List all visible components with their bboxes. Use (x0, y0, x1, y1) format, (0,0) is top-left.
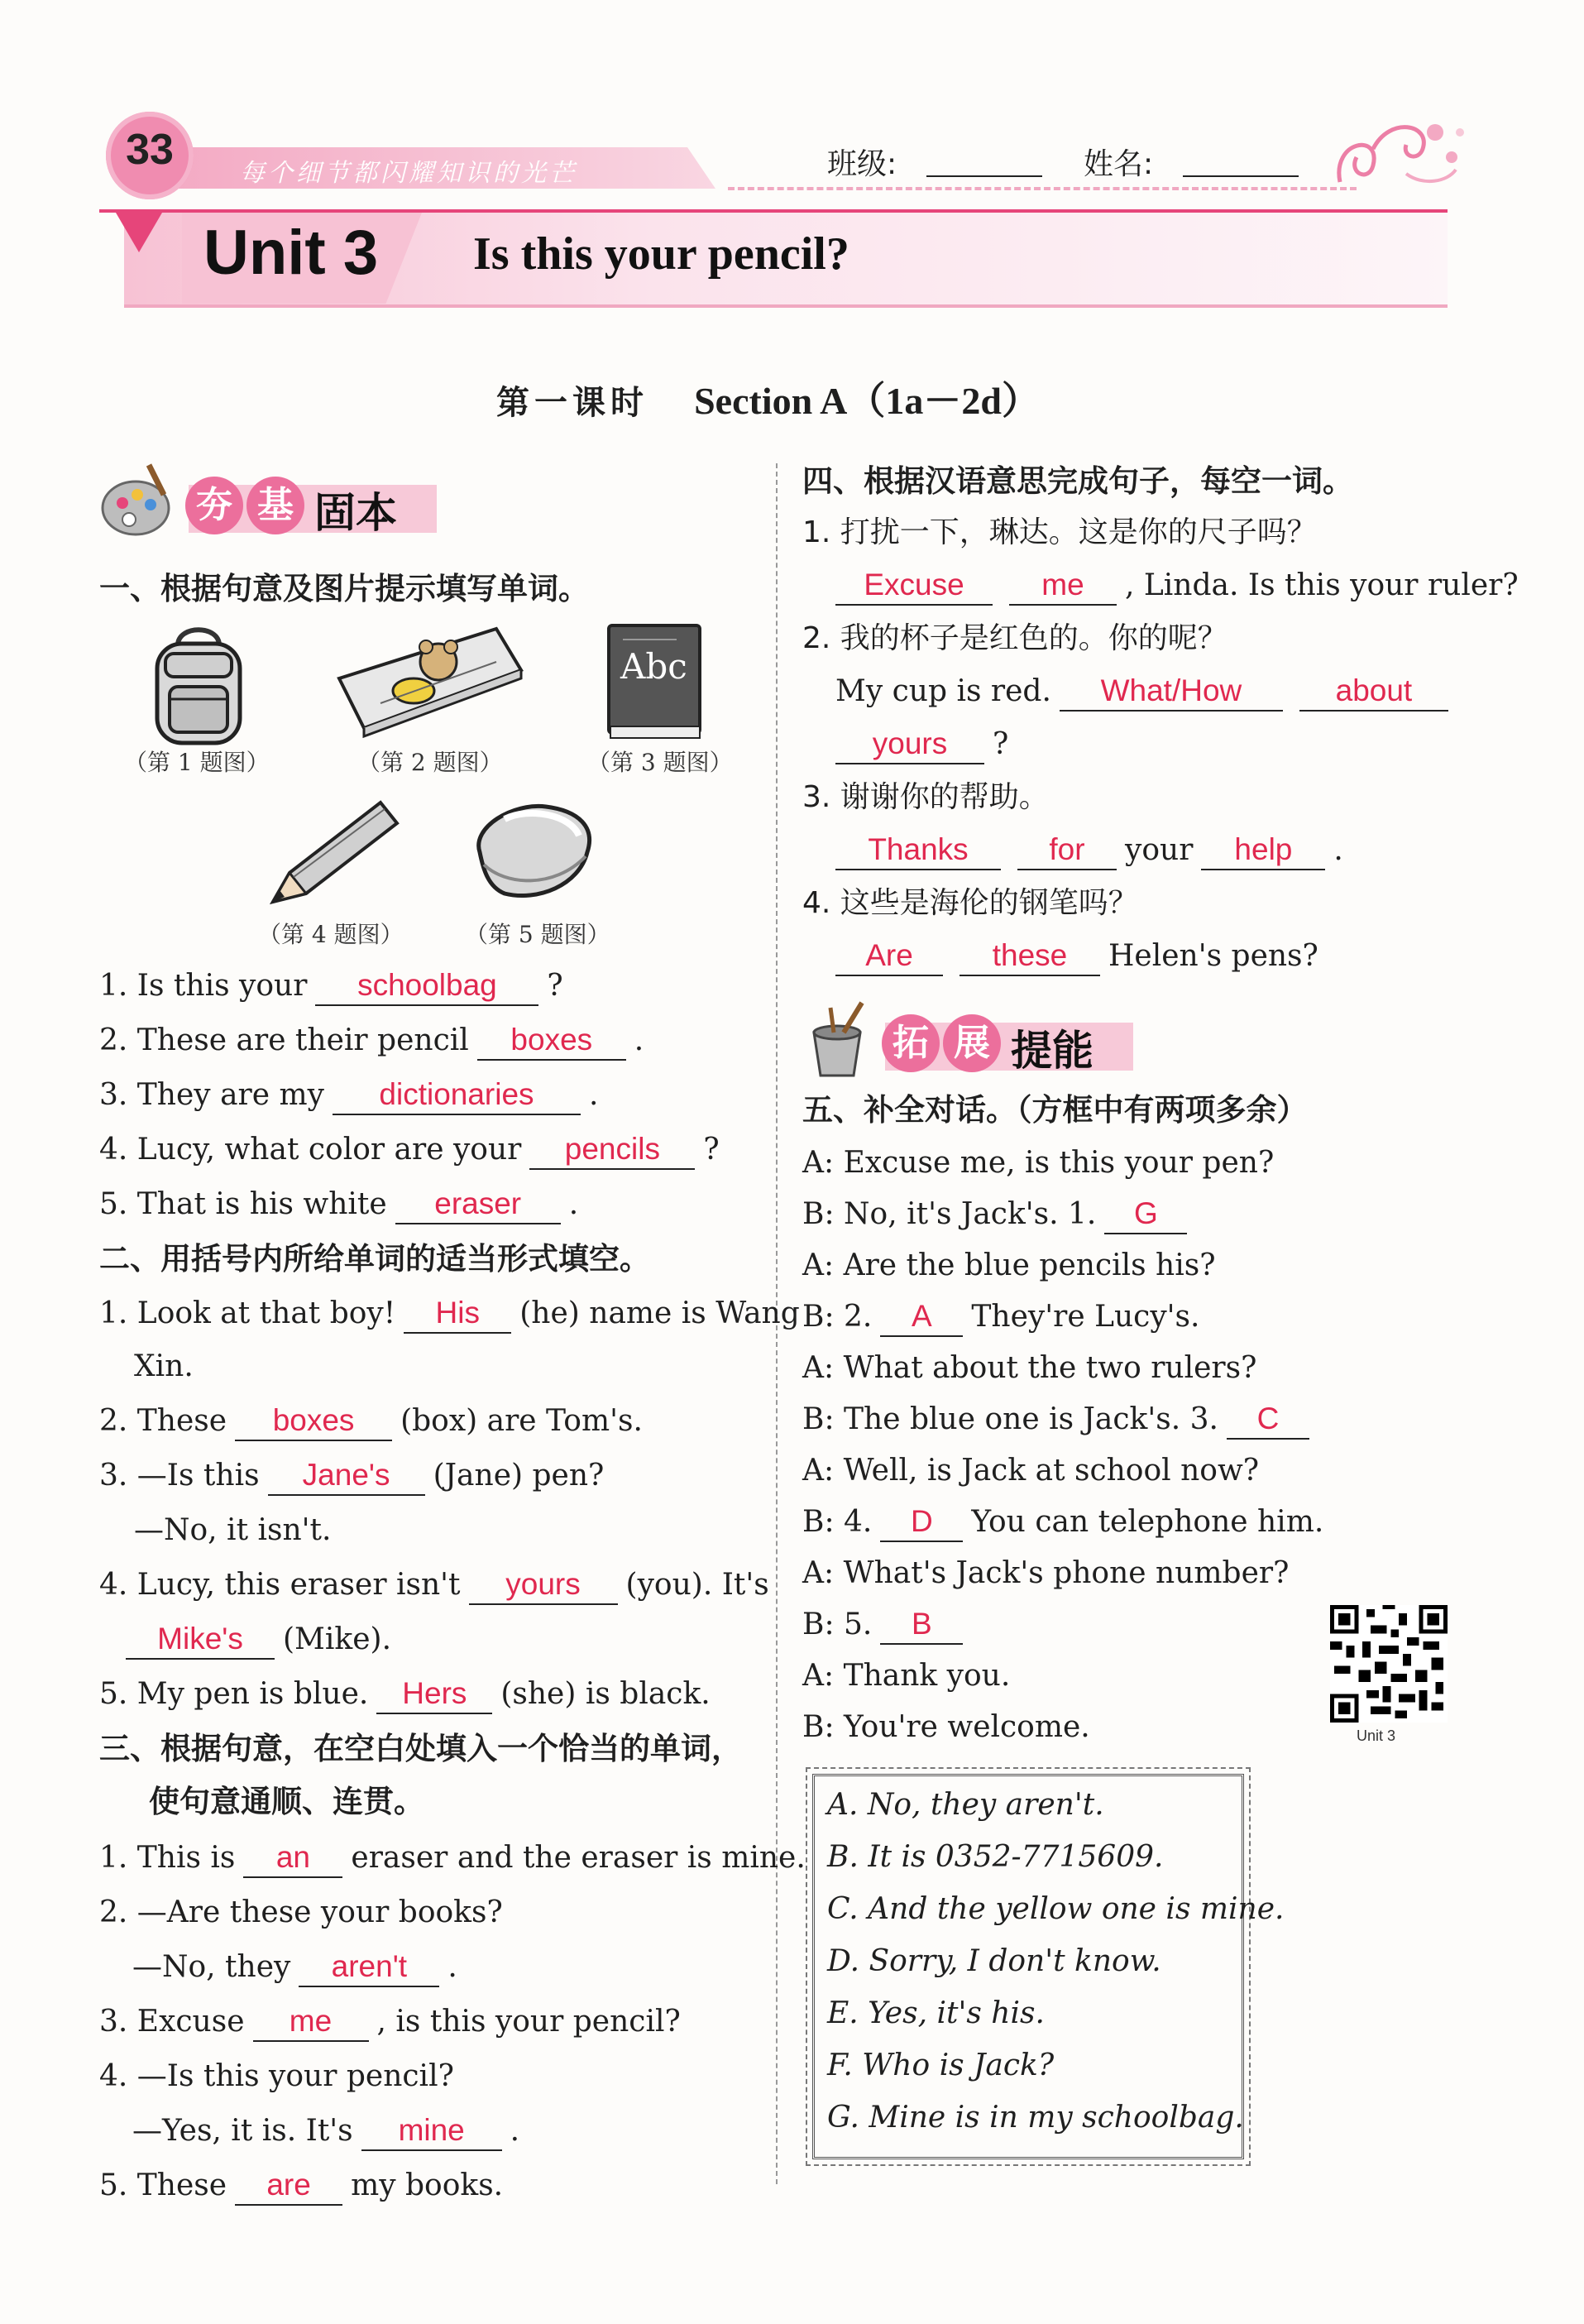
header (0, 0, 1584, 314)
answer-blank[interactable]: for (1017, 831, 1117, 870)
q2-item-3: 3. —Is this Jane's (Jane) pen? (99, 1450, 604, 1502)
q4-item-4: Are these Helen's pens? (827, 930, 1318, 983)
answer-blank[interactable]: pencils (529, 1131, 695, 1170)
q5-line-11: A: Thank you. (802, 1659, 1011, 1693)
q1-item-3: 3. They are my dictionaries . (99, 1069, 598, 1122)
answer-blank[interactable]: Mike's (126, 1621, 275, 1660)
q1-item-1: 1. Is this your schoolbag ? (99, 960, 563, 1013)
answer-blank[interactable]: yours (469, 1566, 618, 1605)
name-label: 姓名: (1084, 147, 1154, 181)
q5-line-5: A: What about the two rulers? (802, 1351, 1257, 1385)
q1-instruction: 一、根据句意及图片提示填写单词。 (99, 571, 589, 606)
answer-blank[interactable]: help (1201, 831, 1325, 870)
class-label: 班级: (827, 147, 897, 181)
q2-item-1-cont: Xin. (134, 1349, 194, 1383)
q3-item-3: 3. Excuse me , is this your pencil? (99, 1996, 681, 2048)
q1-item-2: 2. These are their pencil boxes . (99, 1014, 644, 1067)
q4-item-2-cn: 2. 我的杯子是红色的。你的呢？ (802, 621, 1227, 655)
answer-blank[interactable]: me (1009, 567, 1117, 606)
q2-item-5: 5. My pen is blue. Hers (she) is black. (99, 1668, 711, 1721)
answer-blank[interactable]: G (1104, 1196, 1187, 1234)
q3-item-2-cont: —No, they aren't . (132, 1941, 457, 1994)
option-b: B. It is 0352-7715609. (827, 1840, 1164, 1874)
q5-line-6: B: The blue one is Jack's. 3. C (802, 1393, 1318, 1446)
answer-blank[interactable]: Hers (376, 1675, 492, 1714)
book-text: Abc (620, 646, 687, 687)
page-number-badge (106, 112, 194, 199)
answer-blank[interactable]: boxes (235, 1402, 392, 1441)
q5-line-10: B: 5. B (802, 1598, 971, 1651)
q1-caption-5: （第 5 题图） (465, 921, 610, 948)
answer-blank[interactable]: boxes (477, 1022, 626, 1061)
q5-line-3: A: Are the blue pencils his? (802, 1248, 1216, 1282)
q5-line-9: A: What's Jack's phone number? (802, 1556, 1290, 1590)
answer-blank[interactable]: Jane's (268, 1457, 425, 1496)
qr-code[interactable] (1330, 1605, 1448, 1723)
q2-item-4: 4. Lucy, this eraser isn't yours (you). It's (99, 1559, 769, 1612)
answer-blank[interactable]: me (253, 2003, 369, 2042)
q5-instruction: 五、补全对话。（方框中有两项多余） (802, 1092, 1308, 1128)
q3-item-1: 1. This is an eraser and the eraser is mine. (99, 1832, 806, 1885)
q3-item-2: 2. —Are these your books? (99, 1895, 503, 1929)
q5-line-1: A: Excuse me, is this your pen? (802, 1146, 1275, 1180)
q4-item-1: Excuse me , Linda. Is this your ruler? (827, 559, 1519, 612)
q4-item-2-cont: yours ? (827, 718, 1008, 771)
answer-blank[interactable]: an (243, 1839, 342, 1878)
q4-instruction: 四、根据汉语意思完成句子，每空一词。 (802, 463, 1353, 499)
option-f: F. Who is Jack? (827, 2048, 1055, 2082)
q2-instruction: 二、用括号内所给单词的适当形式填空。 (99, 1241, 650, 1277)
q4-item-1-cn: 1. 打扰一下，琳达。这是你的尺子吗？ (802, 515, 1317, 549)
q2-item-2: 2. These boxes (box) are Tom's. (99, 1395, 643, 1448)
q2-item-1: 1. Look at that boy! His (he) name is Wang (99, 1287, 800, 1340)
option-e: E. Yes, it's his. (827, 1996, 1045, 2030)
paint-bucket-icon (802, 999, 873, 1079)
q4-item-2: My cup is red. What/How about (835, 665, 1457, 718)
answer-blank[interactable]: His (404, 1295, 511, 1334)
q2-item-4-cont: Mike's (Mike). (126, 1613, 391, 1666)
q4-item-3-cn: 3. 谢谢你的帮助。 (802, 780, 1049, 814)
q5-line-12: B: You're welcome. (802, 1710, 1090, 1744)
q2-item-3-cont: —No, it isn't. (134, 1513, 332, 1547)
q5-line-2: B: No, it's Jack's. 1. G (802, 1188, 1195, 1241)
lesson-label: 第一课时 (496, 384, 648, 422)
answer-blank[interactable]: D (880, 1503, 963, 1542)
answer-blank[interactable]: about (1299, 673, 1448, 712)
q1-caption-2: （第 2 题图） (357, 749, 503, 776)
q1-caption-4: （第 4 题图） (258, 921, 404, 948)
answer-blank[interactable]: What/How (1060, 673, 1283, 712)
q1-item-5: 5. That is his white eraser . (99, 1178, 578, 1231)
answer-blank[interactable]: Are (835, 937, 943, 976)
schoolbag-icon (132, 621, 265, 753)
q3-instruction-2: 使句意通顺、连贯。 (149, 1784, 424, 1819)
answer-blank[interactable]: yours (835, 726, 984, 764)
option-d: D. Sorry, I don't know. (827, 1944, 1161, 1978)
q3-item-4: 4. —Is this your pencil? (99, 2059, 454, 2093)
answer-blank[interactable]: C (1227, 1401, 1309, 1440)
part-extend-badge1: 拓 (882, 1014, 940, 1072)
qr-code-icon (1330, 1605, 1448, 1723)
unit-title: Is this your pencil? (473, 228, 849, 280)
answer-blank[interactable]: dictionaries (333, 1076, 581, 1115)
q5-line-4: B: 2. A They're Lucy's. (802, 1291, 1199, 1344)
flourish-icon (1323, 108, 1472, 199)
q1-caption-1: （第 1 题图） (124, 749, 270, 776)
answer-blank[interactable]: Thanks (835, 831, 1001, 870)
q1-caption-3: （第 3 题图） (587, 749, 733, 776)
q5-line-7: A: Well, is Jack at school now? (802, 1454, 1260, 1488)
eraser-icon (463, 794, 604, 910)
page-number: 33 (126, 126, 174, 174)
part-basic-title: 固本 (314, 489, 397, 537)
part-extend-header (802, 993, 1150, 1084)
dictionary-icon (602, 619, 710, 743)
q3-item-5: 5. These are my books. (99, 2159, 503, 2212)
answer-blank[interactable]: eraser (395, 1186, 561, 1224)
palette-icon (98, 462, 177, 541)
lesson-heading (496, 371, 1040, 425)
answer-blank[interactable]: Excuse (835, 567, 993, 606)
q4-item-4-cn: 4. 这些是海伦的钢笔吗？ (802, 886, 1138, 920)
unit-triangle (116, 213, 162, 252)
q5-line-8: B: 4. D You can telephone him. (802, 1496, 1323, 1549)
unit-band-topline (99, 209, 1448, 213)
unit-label: Unit 3 (203, 218, 379, 288)
part-basic-badge2: 基 (246, 477, 304, 534)
q1-item-4: 4. Lucy, what color are your pencils ? (99, 1124, 720, 1176)
answer-blank[interactable]: B (880, 1606, 963, 1645)
part-basic-badge1: 夯 (185, 477, 243, 534)
option-a: A. No, they aren't. (827, 1788, 1104, 1822)
q4-item-3: Thanks for your help . (827, 824, 1343, 877)
header-dashed-line (728, 187, 1357, 190)
answer-blank[interactable]: schoolbag (315, 967, 538, 1006)
option-g: G. Mine is in my schoolbag. (827, 2101, 1244, 2135)
class-field[interactable] (926, 175, 1042, 177)
q3-instruction-1: 三、根据句意，在空白处填入一个恰当的单词， (99, 1731, 742, 1766)
answer-blank[interactable]: these (959, 937, 1100, 976)
q3-item-4-cont: —Yes, it is. It's mine . (132, 2105, 519, 2158)
answer-blank[interactable]: aren't (299, 1948, 439, 1987)
answer-blank[interactable]: are (235, 2167, 342, 2206)
name-field[interactable] (1183, 175, 1299, 177)
slogan: 每个细节都闪耀知识的光芒 (240, 159, 577, 188)
part-basic-header (98, 455, 445, 546)
qr-label: Unit 3 (1357, 1727, 1396, 1744)
unit-band-bottomline (124, 304, 1448, 308)
option-c: C. And the yellow one is mine. (827, 1892, 1285, 1926)
pencil-box-icon (331, 612, 529, 745)
part-extend-title: 提能 (1011, 1027, 1093, 1075)
answer-blank[interactable]: A (880, 1298, 963, 1337)
answer-blank[interactable]: mine (361, 2112, 502, 2151)
lesson-section: Section A（1a－2d） (694, 380, 1040, 422)
part-extend-badge2: 展 (943, 1014, 1001, 1072)
pencil-icon (256, 794, 405, 918)
